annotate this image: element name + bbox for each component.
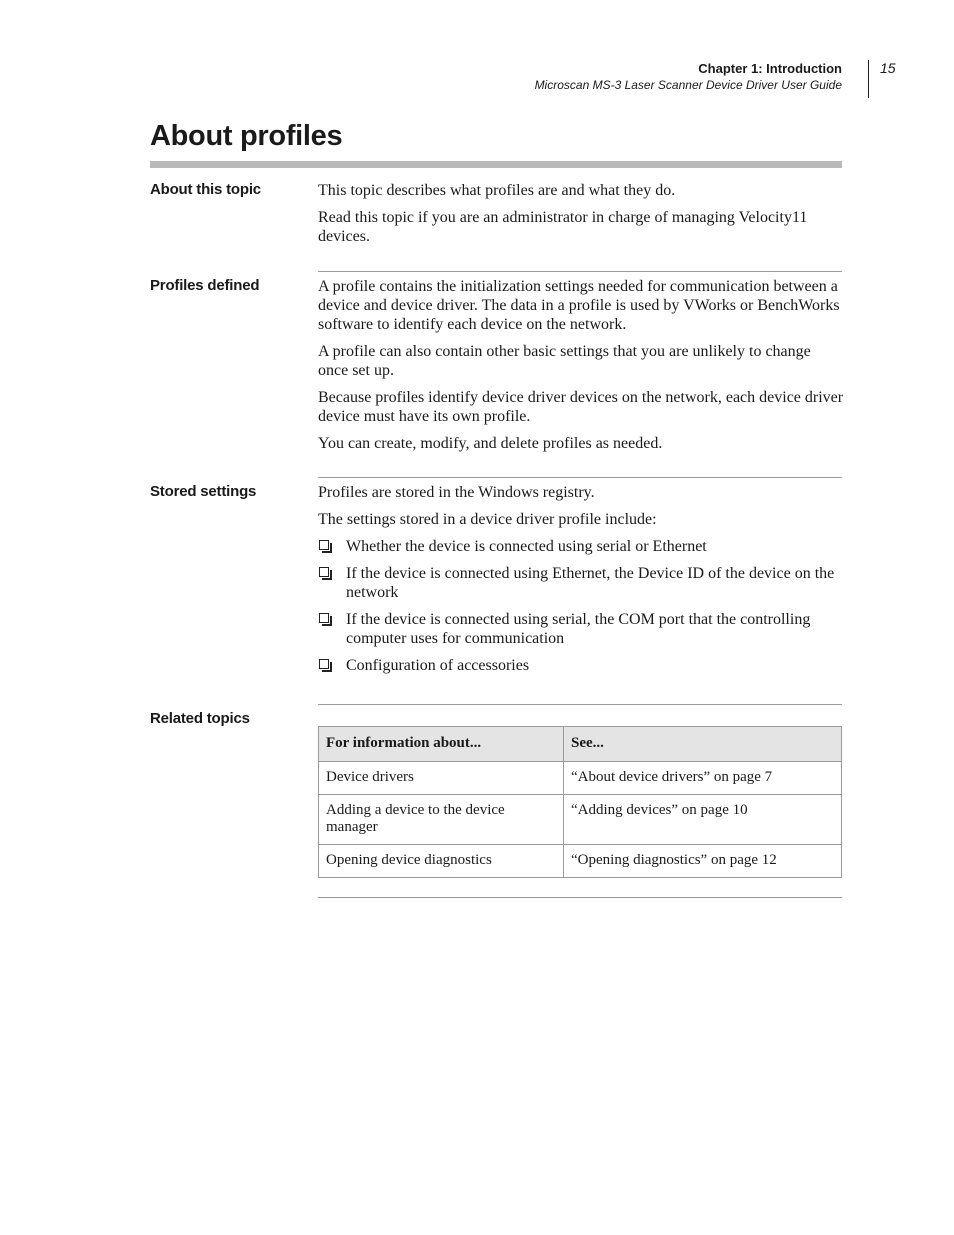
paragraph: Read this topic if you are an administrator in charge of managing Velocity11 devices.	[318, 209, 808, 245]
section-divider	[318, 271, 842, 272]
section-divider	[318, 477, 842, 478]
list-item-text: If the device is connected using Ethernet, the Device ID of the device on the network	[346, 565, 835, 601]
related-topics-table	[318, 726, 842, 878]
list-item	[318, 610, 844, 648]
table-header-row	[319, 727, 842, 762]
section-heading-related-topics: Related topics	[150, 710, 250, 727]
checkbox-bullet-icon	[319, 540, 329, 550]
table-cell: Adding a device to the device manager	[319, 795, 564, 845]
settings-list	[318, 537, 844, 675]
cross-reference-link[interactable]: “Opening diagnostics” on page 12	[564, 845, 842, 878]
list-item-text: Whether the device is connected using serial or Ethernet	[346, 538, 707, 555]
table-cell: Device drivers	[319, 762, 564, 795]
section-body-stored-settings	[318, 483, 844, 683]
section-heading-profiles-defined: Profiles defined	[150, 277, 260, 294]
paragraph: You can create, modify, and delete profiles as needed.	[318, 435, 663, 452]
list-item	[318, 564, 844, 602]
cross-reference-link[interactable]: “Adding devices” on page 10	[564, 795, 842, 845]
section-body-profiles-defined	[318, 277, 844, 461]
section-body-about-topic	[318, 181, 844, 254]
paragraph: Because profiles identify device driver devices on the network, each device driver device must have its own profile.	[318, 389, 844, 425]
table-cell: Opening device diagnostics	[319, 845, 564, 878]
paragraph: A profile contains the initialization settings needed for communication between a device and device driver. The data in a profile is used by VWorks or BenchWorks software to identify each device on the network.	[318, 278, 840, 333]
cross-reference-link[interactable]: “About device drivers” on page 7	[564, 762, 842, 795]
section-heading-about-topic: About this topic	[150, 181, 261, 198]
column-header: See...	[564, 727, 842, 762]
paragraph: This topic describes what profiles are and what they do.	[318, 182, 676, 199]
column-header: For information about...	[319, 727, 564, 762]
checkbox-bullet-icon	[319, 659, 329, 669]
table-row	[319, 762, 842, 795]
section-heading-stored-settings: Stored settings	[150, 483, 257, 500]
list-item-text: Configuration of accessories	[346, 657, 530, 674]
list-item	[318, 537, 844, 556]
checkbox-bullet-icon	[319, 613, 329, 623]
paragraph: Profiles are stored in the Windows registry.	[318, 484, 595, 501]
chapter-title: Chapter 1: Introduction	[698, 61, 842, 76]
page-number: 15	[880, 60, 896, 76]
list-item-text: If the device is connected using serial, the COM port that the controlling computer uses for communication	[346, 611, 811, 647]
page-title: About profiles	[150, 120, 343, 152]
title-rule	[150, 161, 842, 168]
list-item	[318, 656, 844, 675]
section-divider	[318, 897, 842, 898]
header-divider	[868, 60, 869, 98]
table-row	[319, 845, 842, 878]
checkbox-bullet-icon	[319, 567, 329, 577]
running-header	[535, 60, 842, 93]
guide-title: Microscan MS-3 Laser Scanner Device Driver User Guide	[534, 78, 842, 92]
table-row	[319, 795, 842, 845]
paragraph: A profile can also contain other basic settings that you are unlikely to change once set up.	[318, 343, 811, 379]
paragraph: The settings stored in a device driver profile include:	[318, 511, 657, 528]
section-divider	[318, 704, 842, 705]
